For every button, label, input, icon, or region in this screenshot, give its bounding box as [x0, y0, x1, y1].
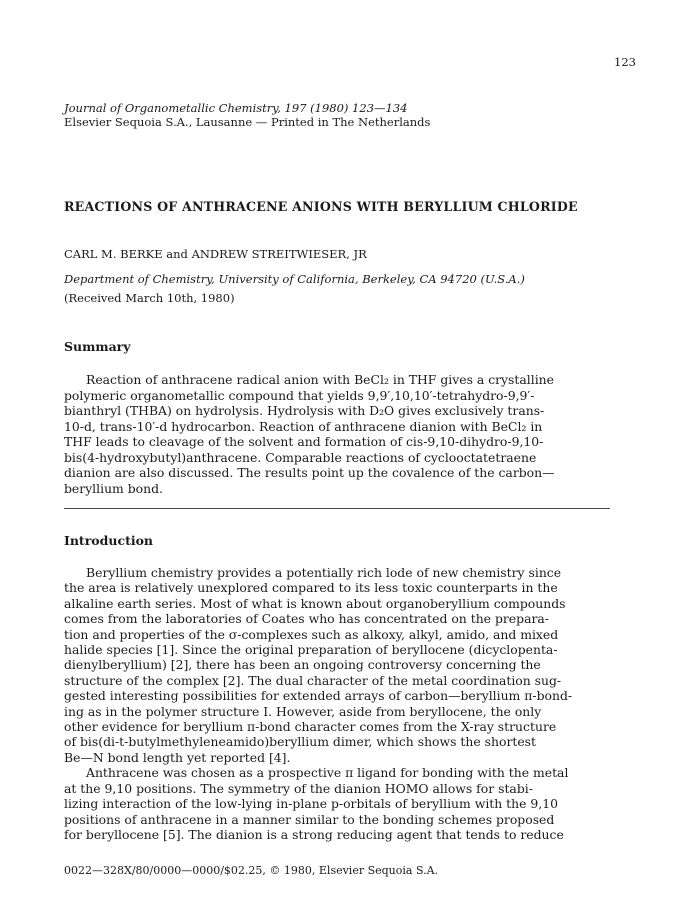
summary-line: bis(4-hydroxybutyl)anthracene. Comparable reactions of cyclooctatetraene [64, 449, 537, 465]
summary-line: 10-d, trans-10′-d hydrocarbon. Reaction of anthracene dianion with BeCl₂ in [64, 418, 543, 434]
body-line: alkaline earth series. Most of what is known about organoberyllium compounds [64, 595, 566, 611]
body-line: for beryllocene [5]. The dianion is a strong reducing agent that tends to reduce [64, 826, 564, 842]
summary-text [64, 372, 608, 496]
summary-line: dianion are also discussed. The results point up the covalence of the carbon— [64, 465, 555, 480]
introduction-text [64, 565, 610, 842]
introduction-heading: Introduction [64, 533, 154, 548]
body-line: Be—N bond length yet reported [4]. [64, 749, 291, 765]
page-number: 123 [614, 55, 636, 69]
body-line: Anthracene was chosen as a prospective π ligand for bonding with the metal [86, 765, 569, 781]
body-line: structure of the complex [2]. The dual character of the metal coordination sug- [64, 672, 562, 688]
authors: CARL M. BERKE and ANDREW STREITWIESER, JR [64, 247, 367, 261]
body-line: the area is relatively unexplored compared to its less toxic counterparts in the [64, 580, 558, 596]
body-line: positions of anthracene in a manner similar to the bonding schemes proposed [64, 811, 555, 827]
affiliation: Department of Chemistry, University of California, Berkeley, CA 94720 (U.S.A.) [64, 272, 525, 286]
journal-line: Journal of Organometallic Chemistry, 197 (1980) 123—134 [64, 101, 408, 115]
body-line: at the 9,10 positions. The symmetry of the dianion HOMO allows for stabi- [64, 780, 533, 796]
body-line: gested interesting possibilities for extended arrays of carbon—beryllium π-bond- [64, 688, 573, 704]
body-line: of bis(di-t-butylmethyleneamido)beryllium dimer, which shows the shortest [64, 734, 537, 750]
publisher-line: Elsevier Sequoia S.A., Lausanne — Printed in The Netherlands [64, 115, 431, 129]
summary-line: bianthryl (THBA) on hydrolysis. Hydrolysis with D₂O gives exclusively trans- [64, 403, 545, 418]
summary-heading: Summary [64, 339, 131, 354]
body-line: lizing interaction of the low-lying in-plane p-orbitals of beryllium with the 9,10 [64, 796, 558, 812]
summary-line: THF leads to cleavage of the solvent and formation of cis-9,10-dihydro-9,10- [64, 434, 544, 449]
body-line: halide species [1]. Since the original preparation of beryllocene (dicyclopenta- [64, 642, 558, 658]
body-line: ing as in the polymer structure I. However, aside from beryllocene, the only [64, 703, 542, 719]
article-title: REACTIONS OF ANTHRACENE ANIONS WITH BERYLLIUM CHLORIDE [64, 199, 578, 214]
received-date: (Received March 10th, 1980) [64, 291, 235, 305]
body-line: comes from the laboratories of Coates who has concentrated on the prepara- [64, 611, 549, 627]
summary-line: beryllium bond. [64, 480, 163, 496]
summary-line: polymeric organometallic compound that yields 9,9′,10,10′-tetrahydro-9,9′- [64, 387, 535, 403]
copyright-footer: 0022—328X/80/0000—0000/$02.25, © 1980, Elsevier Sequoia S.A. [64, 864, 439, 877]
body-line: dienylberyllium) [2], there has been an ongoing controversy concerning the [64, 657, 541, 673]
journal-citation [64, 101, 430, 129]
summary-line: Reaction of anthracene radical anion with BeCl₂ in THF gives a crystalline [86, 372, 554, 387]
section-divider [64, 508, 610, 509]
body-line: other evidence for beryllium π-bond character comes from the X-ray structure [64, 719, 557, 735]
body-line: tion and properties of the σ-complexes such as alkoxy, alkyl, amido, and mixed [64, 626, 559, 642]
body-line: Beryllium chemistry provides a potentially rich lode of new chemistry since [86, 565, 562, 580]
